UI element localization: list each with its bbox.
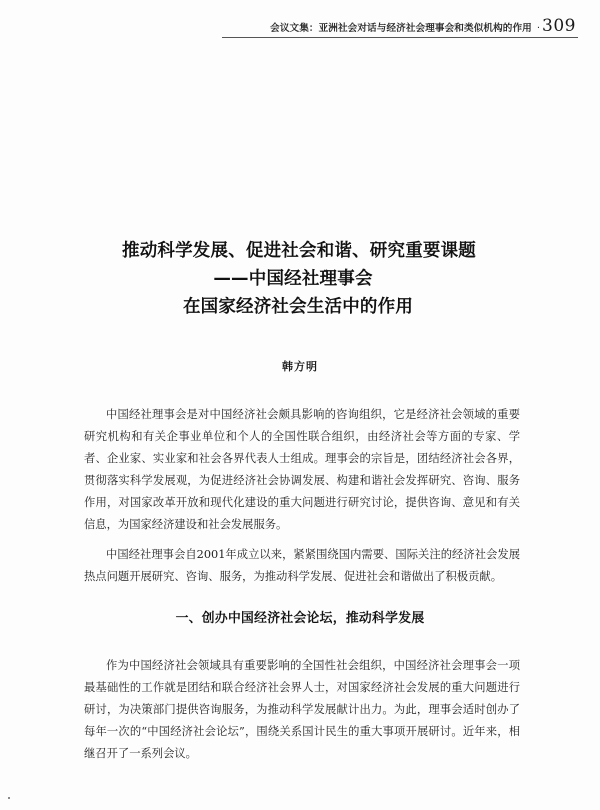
paragraph-text: 中国经社理事会是对中国经济社会颇具影响的咨询组织，它是经济社会领域的重要研究机构和有关企事业单位和个人的全国性联合组织，由经济社会等方面的专家、学者、企业家、实业家和社会各界代表人士组成。理事会的宗旨是，团结经济社会各界，贯彻落实科学发展观，为促进经济社会协调发展、构建和谐社会发挥研究、咨询、服务作用，对国家改革开放和现代化建设的重大问题进行研究讨论，提供咨询、意见和有关信息，为国家经济建设和社会发展服务。 [84,408,520,531]
body-paragraph-3 [84,655,520,765]
paragraph-text: 作为中国经济社会领域具有重要影响的全国性社会组织，中国经济社会理事会一项最基础性的工作就是团结和联合经济社会界人士，对国家经济社会发展的重大问题进行研讨，为决策部门提供咨询服务，为推动科学发展献计出力。为此，理事会适时创办了每年一次的“中国经济社会论坛”，围绕关系国计民生的重大事项开展研讨。近年来，相继召开了一系列会议。 [84,659,520,760]
section-heading: 一、创办中国经济社会论坛，推动科学发展 [175,611,425,626]
article-title [0,237,600,321]
running-header-separator: · [536,23,541,34]
running-header-title: 会议文集：亚洲社会对话与经济社会理事会和类似机构的作用 [270,23,532,34]
body-paragraph-1 [84,404,520,536]
scan-artifact [8,797,10,799]
running-header [222,14,576,36]
title-line-2: ——中国经社理事会 [213,269,373,289]
title-line-1: 推动科学发展、促进社会和谐、研究重要课题 [122,241,476,261]
title-line-3: 在国家经济社会生活中的作用 [182,297,414,317]
paragraph-text: 中国经社理事会自2001年成立以来，紧紧围绕国内需要、国际关注的经济社会发展热点问题开展研究、咨询、服务，为推动科学发展、促进社会和谐做出了积极贡献。 [84,548,520,583]
header-rule [222,37,578,38]
page-number: 309 [542,16,576,36]
body-paragraph-2 [84,544,520,588]
author-name: 韩方明 [282,360,318,373]
